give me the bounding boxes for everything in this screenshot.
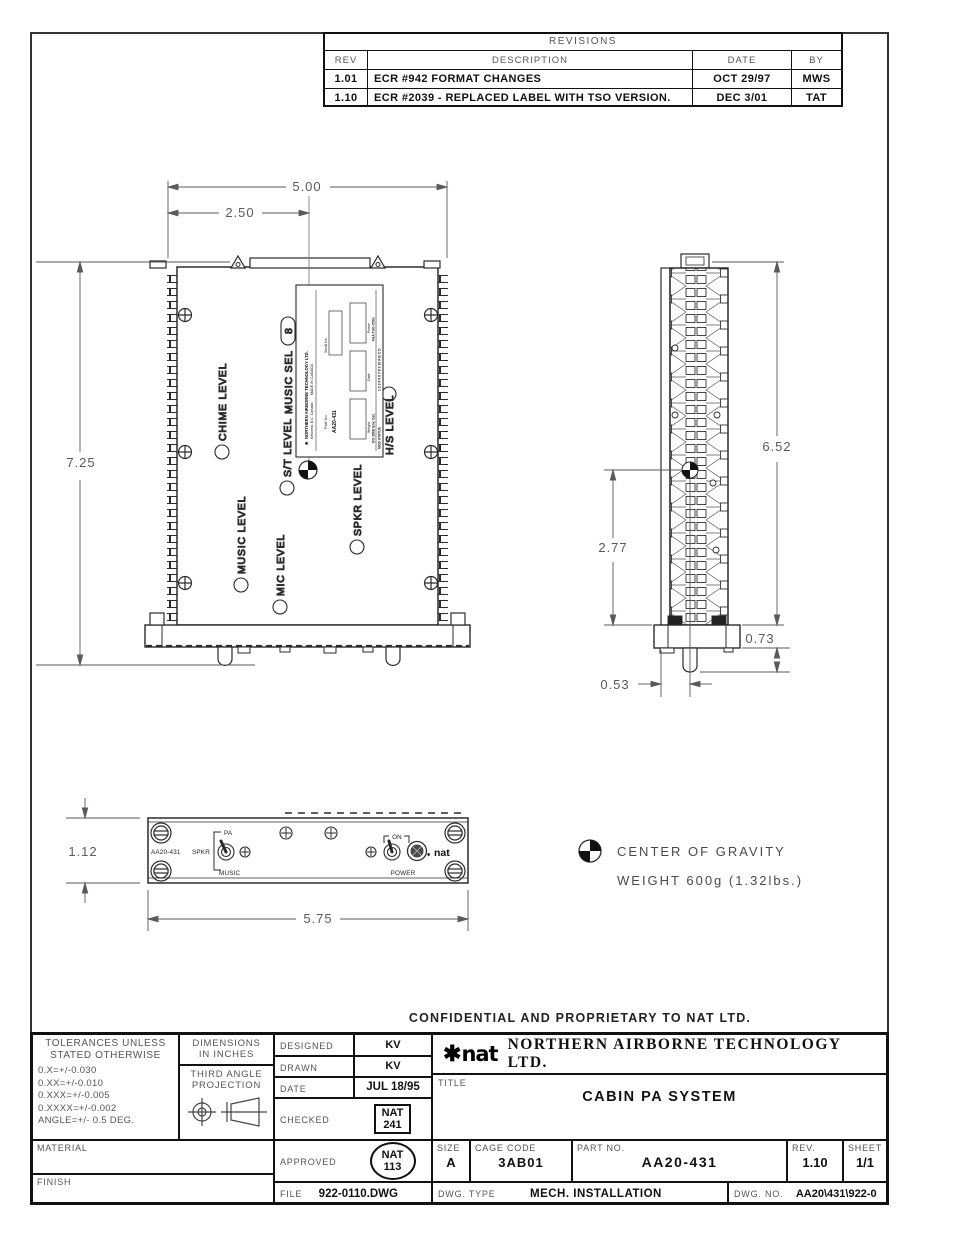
side-plate-tab-2 xyxy=(712,616,726,625)
drawn-label-cell xyxy=(274,1056,354,1077)
cage-code-label: CAGE CODE xyxy=(475,1143,537,1153)
st-level-label: S/T LEVEL xyxy=(282,418,294,477)
cage-code-value: 3AB01 xyxy=(498,1155,544,1170)
cg-symbol-top-view xyxy=(299,461,317,479)
file-cell xyxy=(274,1182,432,1203)
cg-note xyxy=(579,840,803,888)
part-no-cell xyxy=(572,1140,787,1182)
panel-on-label: ON xyxy=(392,834,402,841)
drawn-value-cell: KV xyxy=(354,1056,432,1077)
label-mod-status: MOD STATUS xyxy=(377,427,382,449)
checked-stamp-cell xyxy=(354,1098,432,1140)
cg-note-weight: WEIGHT 600g (1.32lbs.) xyxy=(617,873,804,888)
checked-label-cell xyxy=(274,1098,354,1140)
front-knob-right xyxy=(386,647,400,666)
tolerance-line: 0.XXXX=+/-0.002 xyxy=(38,1102,117,1114)
unit-id-label xyxy=(296,285,383,457)
file-label: FILE xyxy=(280,1189,303,1199)
dim-side-height: 6.52 xyxy=(762,439,792,454)
finish-cell xyxy=(32,1174,274,1203)
cg-symbol-side-view xyxy=(682,462,698,478)
revision-rev: 1.01 xyxy=(334,73,358,85)
dimensions-note-2: IN INCHES xyxy=(198,1049,255,1060)
label-tso: FAA TSO-C50c xyxy=(371,317,376,341)
dwg-no-label: DWG. NO. xyxy=(734,1189,784,1199)
dimensions-note-cell xyxy=(179,1034,274,1065)
revision-by: TAT xyxy=(791,89,841,106)
top-view xyxy=(145,196,470,666)
cg-symbol-legend xyxy=(579,840,601,862)
cage-code-cell xyxy=(470,1140,572,1182)
file-value: 922-0110.DWG xyxy=(318,1188,398,1200)
title-label: TITLE xyxy=(438,1078,467,1088)
size-label: SIZE xyxy=(437,1143,461,1153)
size-cell xyxy=(432,1140,470,1182)
plate-tab-right xyxy=(451,613,465,625)
approved-label-cell xyxy=(274,1140,354,1182)
side-view xyxy=(654,254,740,672)
dwg-no-value: AA20\431\922-0 xyxy=(795,1188,877,1200)
revision-date: OCT 29/97 xyxy=(692,70,791,88)
projection-line-2: PROJECTION xyxy=(191,1080,262,1091)
designed-value-cell: KV xyxy=(354,1034,432,1056)
title-cell xyxy=(432,1074,887,1140)
plate-tab-left xyxy=(150,613,164,625)
revision-rev: 1.10 xyxy=(334,91,358,104)
approved-stamp: NAT 113 xyxy=(370,1142,416,1180)
dim-height: 7.25 xyxy=(66,455,96,470)
tolerance-line: 0.X=+/-0.030 xyxy=(38,1065,97,1076)
revision-description: ECR #2039 - REPLACED LABEL WITH TSO VERSION. xyxy=(367,89,692,106)
revision-date: DEC 3/01 xyxy=(692,89,791,106)
projection-line-1: THIRD ANGLE xyxy=(190,1069,263,1080)
approved-label: APPROVED xyxy=(280,1157,337,1167)
corner-tab-right xyxy=(424,261,440,268)
dim-cg-offset: 0.53 xyxy=(600,677,630,692)
rev-cell xyxy=(787,1140,843,1182)
hs-level-label: H/S LEVEL xyxy=(384,394,396,455)
third-angle-projection-icon xyxy=(185,1094,269,1130)
revision-description: ECR #942 FORMAT CHANGES xyxy=(367,70,692,88)
front-knob-left xyxy=(218,647,232,666)
rev-label: REV. xyxy=(792,1143,816,1153)
designed-label: DESIGNED xyxy=(280,1041,334,1051)
dim-half-width: 2.50 xyxy=(225,205,255,220)
label-env: DO-160D Env. Cat. xyxy=(371,413,376,443)
date-label: DATE xyxy=(280,1084,307,1094)
part-no-label: PART NO. xyxy=(577,1143,625,1153)
revisions-col-description: DESCRIPTION xyxy=(367,51,692,69)
label-date: Date xyxy=(367,373,371,381)
company-cell xyxy=(432,1034,887,1074)
revisions-table xyxy=(323,32,843,107)
dwg-type-value: MECH. INSTALLATION xyxy=(530,1188,662,1200)
title-block xyxy=(30,1032,889,1205)
panel-power-label: POWER xyxy=(390,870,416,877)
revision-row xyxy=(325,70,841,88)
tolerance-line: 0.XX=+/-0.010 xyxy=(38,1077,104,1089)
sheet-cell xyxy=(843,1140,887,1182)
projection-cell xyxy=(179,1065,274,1140)
panel-spkr-label: SPKR xyxy=(192,849,210,856)
cg-note-title: CENTER OF GRAVITY xyxy=(617,844,786,859)
rev-value: 1.10 xyxy=(802,1155,828,1170)
dimensions-note-1: DIMENSIONS xyxy=(192,1038,261,1049)
top-connector xyxy=(681,254,709,268)
dim-panel-width: 5.75 xyxy=(303,911,333,926)
dim-panel-height: 1.12 xyxy=(68,844,98,859)
music-sel-label: MUSIC SEL xyxy=(283,350,295,414)
label-part-no: AA20-431 xyxy=(332,410,338,433)
front-stub-3 xyxy=(324,647,336,653)
label-mod-values: 1 2 3 4 5 6 7 8 9 10 A B C D xyxy=(377,348,382,391)
date-value-cell: JUL 18/95 xyxy=(354,1077,432,1098)
right-heatsink-fins xyxy=(438,270,448,622)
checked-stamp: NAT 241 xyxy=(374,1104,412,1134)
left-heatsink-fins xyxy=(167,270,177,622)
revisions-col-date: DATE xyxy=(692,51,791,69)
part-no-value: AA20-431 xyxy=(641,1154,718,1170)
dwg-type-label: DWG. TYPE xyxy=(438,1189,496,1199)
checked-label: CHECKED xyxy=(280,1115,330,1125)
front-view xyxy=(148,813,468,883)
panel-pa-label: PA xyxy=(224,830,233,837)
date-label-cell xyxy=(274,1077,354,1098)
material-label: MATERIAL xyxy=(37,1143,88,1153)
mounting-plate xyxy=(145,625,470,647)
music-level-label: MUSIC LEVEL xyxy=(236,495,248,574)
revisions-col-rev: REV xyxy=(334,54,358,66)
drawn-label: DRAWN xyxy=(280,1063,318,1073)
revisions-header-row xyxy=(325,51,841,70)
tolerances-cell xyxy=(32,1034,179,1140)
side-plate-tab-1 xyxy=(668,616,682,625)
nat-logo-text: nat xyxy=(461,1042,498,1066)
nat-logo-icon-panel: ✱ xyxy=(427,852,431,857)
label-power: Power xyxy=(367,322,371,333)
dwg-type-cell xyxy=(432,1182,728,1203)
label-serial-label: Serial No. xyxy=(324,337,328,353)
size-value: A xyxy=(446,1155,456,1170)
side-panel xyxy=(661,268,670,625)
drawing-title: CABIN PA SYSTEM xyxy=(582,1089,737,1105)
chime-level-label: CHIME LEVEL xyxy=(217,362,229,441)
designed-label-cell xyxy=(274,1034,354,1056)
top-rail xyxy=(250,258,370,268)
company-name: NORTHERN AIRBORNE TECHNOLOGY LTD. xyxy=(507,1036,842,1071)
panel-brand: nat xyxy=(434,847,450,859)
finish-label: FINISH xyxy=(37,1177,72,1187)
confidential-note: CONFIDENTIAL AND PROPRIETARY TO NAT LTD. xyxy=(408,1011,752,1025)
dim-width: 5.00 xyxy=(292,179,322,194)
revision-by: MWS xyxy=(791,70,841,88)
music-sel-value: 8 xyxy=(283,327,295,334)
nat-logo-icon: ✱ xyxy=(304,441,309,445)
front-stub-1 xyxy=(238,647,250,653)
label-location: Kelowna, B.C. Canada xyxy=(310,402,314,439)
dim-protrusion: 0.73 xyxy=(745,631,775,646)
sheet-label: SHEET xyxy=(848,1143,883,1153)
revisions-title: REVISIONS xyxy=(325,34,841,51)
label-part-no-label: Part No. xyxy=(323,414,328,429)
side-mounting-plate xyxy=(654,625,740,648)
panel-music-label: MUSIC xyxy=(219,870,241,877)
dim-cg-height: 2.77 xyxy=(598,540,628,555)
nat-logo-icon: ✱ xyxy=(443,1041,462,1066)
tolerances-heading-1: TOLERANCES UNLESS xyxy=(45,1038,166,1049)
tolerances-heading-2: STATED OTHERWISE xyxy=(50,1050,161,1061)
panel-part-no: AA20-431 xyxy=(151,849,181,856)
revision-row xyxy=(325,88,841,106)
approved-stamp-cell xyxy=(354,1140,432,1182)
sheet-value: 1/1 xyxy=(855,1155,875,1170)
tolerance-line: 0.XXX=+/-0.005 xyxy=(38,1090,110,1101)
label-weight: Weight xyxy=(367,421,371,433)
spkr-level-label: SPKR LEVEL xyxy=(352,463,364,536)
dwg-no-cell xyxy=(728,1182,887,1203)
side-body-heatsink xyxy=(670,268,728,625)
front-stub-4 xyxy=(363,647,373,652)
material-cell xyxy=(32,1140,274,1174)
revisions-col-by: BY xyxy=(791,51,841,69)
label-company: NORTHERN AIRBORNE TECHNOLOGY LTD. xyxy=(304,351,309,439)
tolerance-line: ANGLE=+/- 0.5 DEG. xyxy=(38,1115,135,1126)
front-stub-2 xyxy=(280,647,290,652)
mic-level-label: MIC LEVEL xyxy=(275,533,287,596)
label-made-in: MADE IN CANADA xyxy=(310,364,314,395)
